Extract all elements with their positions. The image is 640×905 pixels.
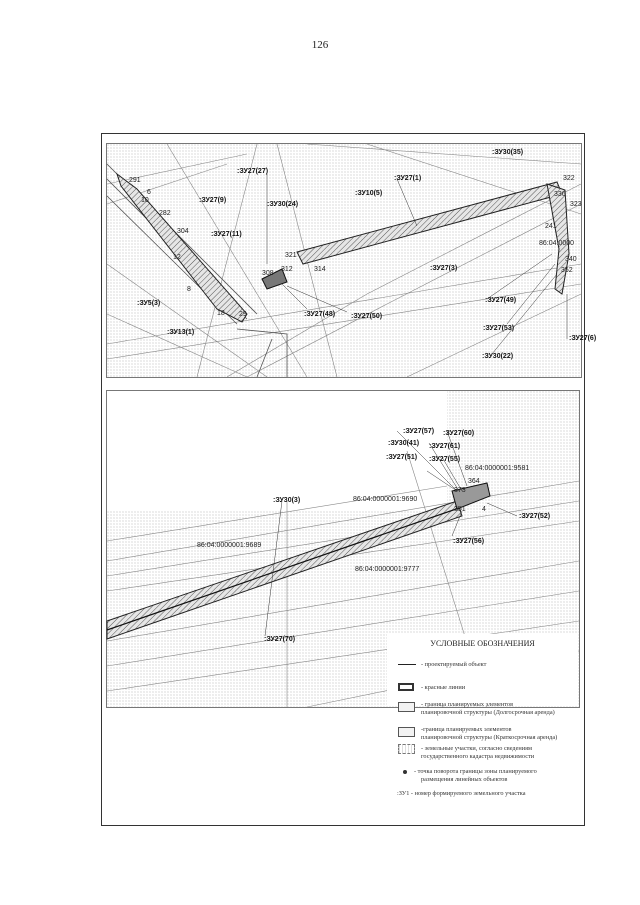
parcel-label: :ЗУ27(51) [386,454,418,461]
legend-item-short-term-1: -граница планируемых элементов [421,726,512,733]
parcel-label: :ЗУ27(56) [453,538,485,545]
parcel-label: :ЗУ30(41) [388,440,420,447]
parcel-label: :ЗУ27(55) [429,456,461,463]
legend-cadastral-symbol [398,744,415,754]
parcel-label: :ЗУ5(3) [137,300,161,307]
point-label: 4 [482,506,486,513]
parcel-label: :ЗУ27(49) [485,297,517,304]
parcel-label: :ЗУ27(61) [429,443,461,450]
map-top-canvas [107,144,597,377]
point-label: 314 [314,266,326,273]
point-label: 12 [173,254,181,261]
point-label: 282 [159,210,171,217]
parcel-label: :ЗУ27(27) [237,168,269,175]
legend-item-cadastral-2: государственного кадастра недвижимости [421,753,535,760]
parcel-label: :ЗУ27(9) [199,197,227,204]
cadastral-number: 86:04:0000001:9689 [197,542,262,549]
map-top [106,143,597,378]
point-label: 308 [262,270,274,277]
parcel-label: :ЗУ27(48) [304,311,336,318]
point-label: 364 [468,478,480,485]
legend-item-long-term-1: - граница планируемых элементов [421,701,514,708]
point-label: 352 [561,267,573,274]
cadastral-number: 86:04:0000001:9581 [465,465,530,472]
point-label: 373 [454,487,466,494]
point-label: 10 [141,197,149,204]
parcel-label: :ЗУ27(60) [443,430,475,437]
point-label: 304 [177,228,189,235]
parcel-label: :ЗУ27(52) [519,513,551,520]
point-label: 322 [563,175,575,182]
parcel-label: :ЗУ27(70) [264,636,296,643]
page-number: 126 [311,39,329,51]
legend-red-line-symbol [398,683,414,691]
point-label: 351 [454,506,466,513]
point-label: 18 [217,310,225,317]
point-label: 321 [285,252,297,259]
legend-item-red-lines: - красные линии [421,684,466,691]
legend-item-parcel-number: :ЗУ1 - номер формируемого земельного участка [397,790,526,797]
legend-item-long-term-2: планировочной структуры (Долгосрочная аренда) [421,709,555,716]
parcel-label: :ЗУ27(57) [403,428,435,435]
point-label: 312 [281,266,293,273]
parcel-label: :ЗУ27(6) [569,335,597,342]
point-label: 6 [147,189,151,196]
legend-line-symbol [398,664,416,665]
point-label: 336 [554,191,566,198]
legend-item-project: - проектируемый объект [421,661,487,668]
point-label: 29 [239,311,247,318]
legend-item-point-2: размещения линейных объектов [421,776,508,783]
point-label: 291 [129,177,141,184]
point-label: 241 [545,223,557,230]
parcel-label: :ЗУ27(53) [483,325,515,332]
point-label: 340 [565,256,577,263]
cadastral-number: 86:04:0000 [539,240,575,247]
legend-item-short-term-2: планировочной структуры (Краткосрочная аренда) [421,734,558,741]
parcel-label: :ЗУ27(11) [211,231,242,238]
parcel-label: :ЗУ13(1) [167,329,195,336]
legend-item-cadastral-1: - земельные участки, согласно сведениям [421,745,533,752]
parcel-label: :ЗУ30(24) [267,201,299,208]
parcel-label: :ЗУ27(1) [394,175,422,182]
legend-long-term-symbol [398,702,415,712]
parcel-label: :ЗУ27(3) [430,265,458,272]
legend-title: УСЛОВНЫЕ ОБОЗНАЧЕНИЯ [430,639,535,648]
parcel-label: :ЗУ27(50) [351,313,383,320]
parcel-label: :ЗУ30(35) [492,149,524,156]
point-label: 323 [570,201,582,208]
point-label: 8 [187,286,191,293]
cadastral-number: 86:04:0000001:9777 [355,566,420,573]
legend-item-point-1: - точка поворота границы зоны планируемого [414,768,537,775]
blank-area [107,391,447,511]
cadastral-number: 86:04:0000001:9690 [353,496,418,503]
parcel-label: :ЗУ30(3) [273,497,301,504]
legend-short-term-symbol [398,727,415,737]
parcel-label: :ЗУ30(22) [482,353,514,360]
parcel-label: :ЗУ10(5) [355,190,383,197]
legend-point-symbol [403,770,407,774]
